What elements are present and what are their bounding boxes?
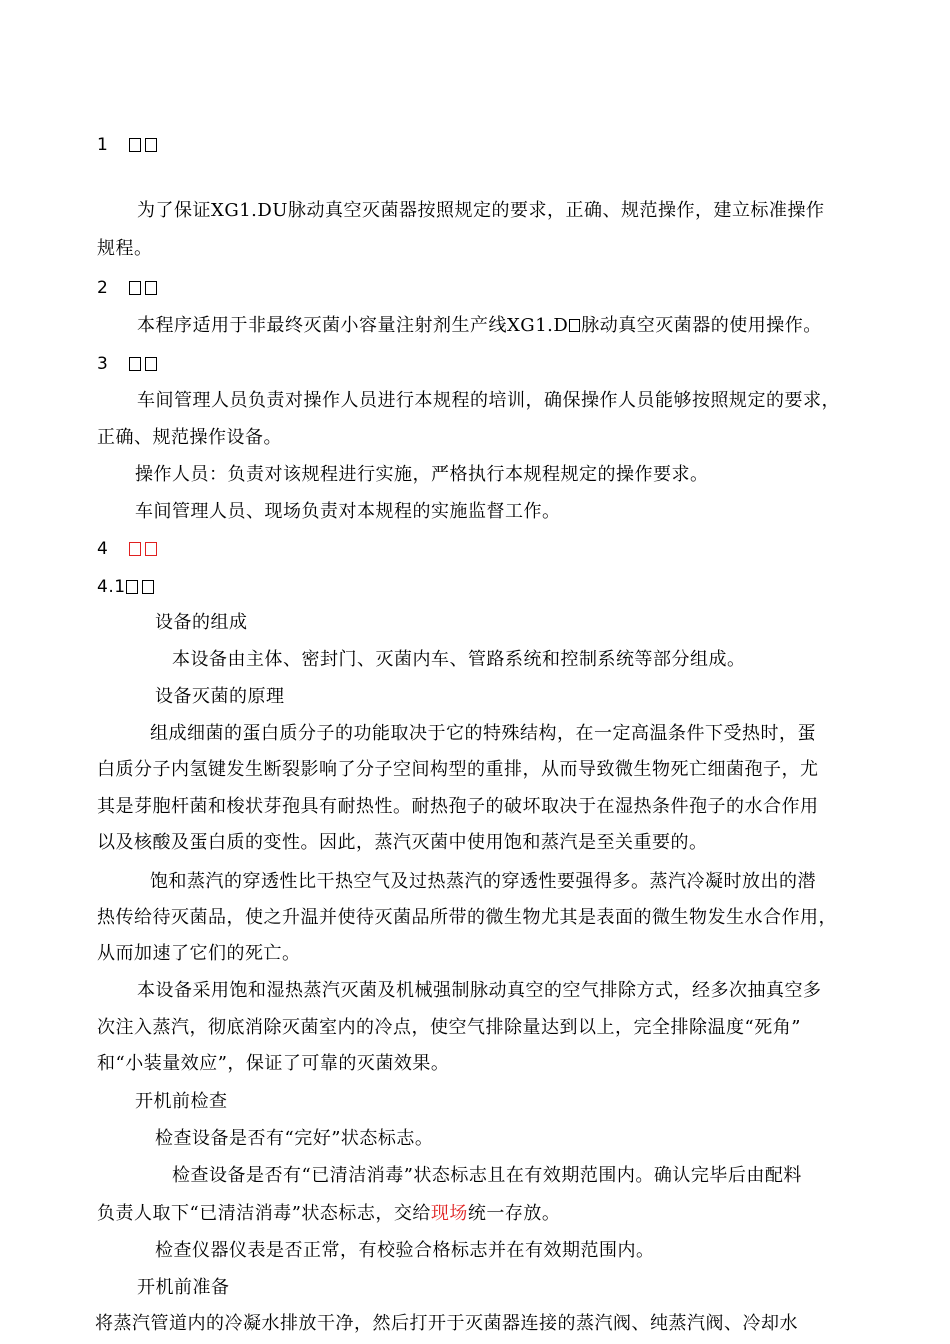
missing-glyph-box [129,357,141,371]
missing-glyph-box [142,580,154,594]
missing-glyph-box [126,580,138,594]
check-title: 开机前检查 [135,1091,228,1112]
section-1-heading [97,133,161,157]
missing-glyph-box [569,319,580,332]
section-4-heading [97,537,161,561]
section-3-heading [97,352,161,376]
section-number: 1 [97,135,109,155]
check-item-1: 检查设备是否有“完好”状态标志。 [155,1128,434,1149]
principle-p3-line-2: 次注入蒸汽，彻底消除灭菌室内的冷点，使空气排除量达到以上，完全排除温度“死角” [97,1017,801,1038]
section-number: 2 [97,278,109,298]
section-4-1-heading [97,575,158,599]
check-item-3: 检查仪器仪表是否正常，有校验合格标志并在有效期范围内。 [155,1240,655,1261]
section-number: 3 [97,354,109,374]
responsibility-1-line-1: 车间管理人员负责对操作人员进行本规程的培训，确保操作人员能够按照规定的要求， [137,390,840,411]
scope-line [137,314,822,338]
section-2-heading [97,276,161,300]
check-item-2-text-b: 统一存放。 [467,1203,561,1224]
principle-p1-line-2: 白质分子内氢键发生断裂影响了分子空间构型的重排，从而导致微生物死亡细菌孢子，尤 [97,759,819,780]
principle-p2-line-1: 饱和蒸汽的穿透性比干热空气及过热蒸汽的穿透性要强得多。蒸汽冷凝时放出的潜 [150,871,816,892]
prep-line-1: 将蒸汽管道内的冷凝水排放干净，然后打开于灭菌器连接的蒸汽阀、纯蒸汽阀、冷却水 [95,1313,798,1334]
principle-p1-line-4: 以及核酸及蛋白质的变性。因此，蒸汽灭菌中使用饱和蒸汽是至关重要的。 [97,832,708,853]
purpose-line-1: 为了保证XG1.DU脉动真空灭菌器按照规定的要求，正确、规范操作，建立标准操作 [137,200,825,221]
missing-glyph-box [145,281,157,295]
missing-glyph-box [129,281,141,295]
principle-title: 设备灭菌的原理 [155,686,285,707]
composition-body: 本设备由主体、密封门、灭菌内车、管路系统和控制系统等部分组成。 [172,649,746,670]
missing-glyph-box [145,138,157,152]
check-item-2-line-1: 检查设备是否有“已清洁消毒”状态标志且在有效期范围内。确认完毕后由配料 [172,1165,802,1186]
purpose-line-2: 规程。 [97,238,153,259]
missing-glyph-box [129,542,141,556]
prep-title: 开机前准备 [137,1277,230,1298]
responsibility-1-line-2: 正确、规范操作设备。 [97,427,282,448]
missing-glyph-box [145,357,157,371]
principle-p1-line-1: 组成细菌的蛋白质分子的功能取决于它的特殊结构，在一定高温条件下受热时，蛋 [150,723,816,744]
composition-title: 设备的组成 [155,612,248,633]
responsibility-3: 车间管理人员、现场负责对本规程的实施监督工作。 [135,501,561,522]
principle-p3-line-1: 本设备采用饱和湿热蒸汽灭菌及机械强制脉动真空的空气排除方式，经多次抽真空多 [137,980,822,1001]
scope-text-a: 本程序适用于非最终灭菌小容量注射剂生产线XG1.D [137,315,569,336]
principle-p2-line-3: 从而加速了它们的死亡。 [97,943,301,964]
section-number: 4.1 [97,577,126,597]
section-number: 4 [97,539,109,559]
principle-p2-line-2: 热传给待灭菌品，使之升温并使待灭菌品所带的微生物尤其是表面的微生物发生水合作用， [97,907,837,928]
check-item-2-line-2 [97,1202,560,1226]
missing-glyph-box [145,542,157,556]
highlighted-word: 现场 [430,1203,468,1224]
missing-glyph-box [129,138,141,152]
responsibility-2: 操作人员：负责对该规程进行实施，严格执行本规程规定的操作要求。 [135,464,709,485]
principle-p1-line-3: 其是芽胞杆菌和梭状芽孢具有耐热性。耐热孢子的破坏取决于在湿热条件孢子的水合作用 [97,796,819,817]
check-item-2-text-a: 负责人取下“已清洁消毒”状态标志，交给 [97,1203,431,1224]
scope-text-b: 脉动真空灭菌器的使用操作。 [581,315,822,336]
principle-p3-line-3: 和“小装量效应”，保证了可靠的灭菌效果。 [97,1053,450,1074]
